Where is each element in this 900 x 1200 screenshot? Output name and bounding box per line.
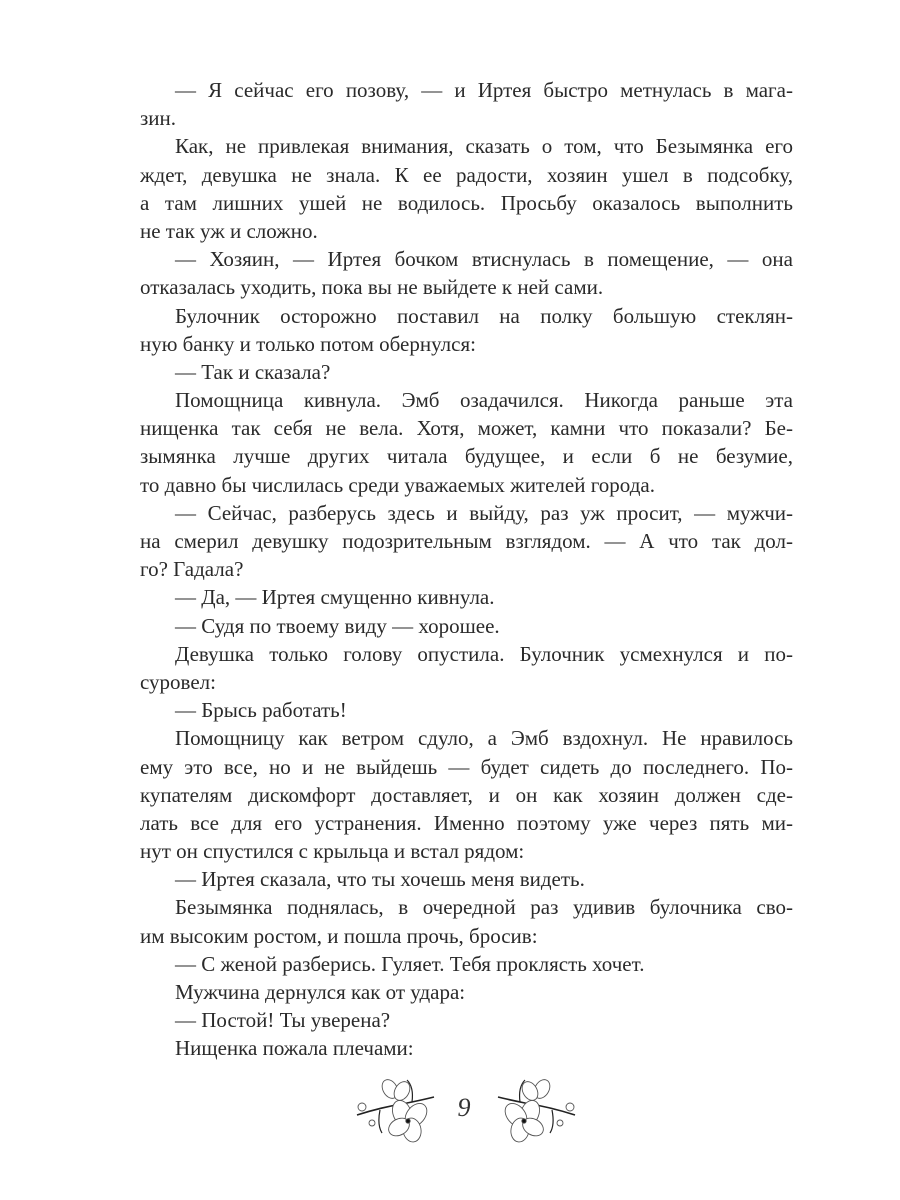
text-line: — Так и сказала? bbox=[175, 359, 331, 384]
blossom-branch-icon bbox=[352, 1075, 442, 1145]
blossom-branch-icon bbox=[490, 1075, 580, 1145]
text-line: — Судя по твоему виду — хорошее. bbox=[175, 613, 500, 638]
text-line: Девушка только голову опустила. Булочник усмехнулся и по- bbox=[175, 641, 793, 666]
text-line: на смерил девушку подозрительным взглядом. — А что так дол- bbox=[140, 529, 793, 553]
text-line: — Иртея сказала, что ты хочешь меня видеть. bbox=[175, 867, 585, 892]
text-line: им высоким ростом, и пошла прочь, бросив: bbox=[140, 923, 538, 948]
page-footer bbox=[0, 1075, 900, 1145]
text-line: зымянка лучше других читала будущее, и если б не безумие, bbox=[140, 444, 793, 469]
text-line: суровел: bbox=[140, 669, 216, 694]
text-line: Безымянка поднялась, в очередной раз удивив булочника сво- bbox=[175, 895, 793, 920]
text-line: — Брысь работать! bbox=[175, 698, 347, 723]
text-line: нищенка так себя не вела. Хотя, может, камни что показали? Бе- bbox=[140, 416, 793, 441]
text-line: не так уж и сложно. bbox=[140, 218, 318, 243]
text-line: — Хозяин, — Иртея бочком втиснулась в помещение, — она bbox=[175, 247, 793, 272]
text-line: а там лишних ушей не водилось. Просьбу оказалось выполнить bbox=[140, 190, 793, 215]
text-line: — С женой разберись. Гуляет. Тебя проклясть хочет. bbox=[175, 951, 645, 976]
text-line: Нищенка пожала плечами: bbox=[175, 1036, 414, 1061]
text-line: — Да, — Иртея смущенно кивнула. bbox=[175, 585, 495, 610]
text-line: Помощницу как ветром сдуло, а Эмб вздохнул. Не нравилось bbox=[175, 726, 793, 751]
text-line: зин. bbox=[140, 106, 177, 131]
text-line: Мужчина дернулся как от удара: bbox=[175, 980, 466, 1004]
text-line: Как, не привлекая внимания, сказать о том, что Безымянка его bbox=[175, 134, 793, 159]
text-line: го? Гадала? bbox=[140, 557, 244, 582]
text-line: — Постой! Ты уверена? bbox=[175, 1008, 391, 1033]
text-line: ную банку и только потом обернулся: bbox=[140, 331, 476, 356]
text-line: то давно бы числилась среди уважаемых жителей города. bbox=[140, 472, 655, 497]
text-line: — Сейчас, разберусь здесь и выйду, раз уж просит, — мужчи- bbox=[175, 500, 793, 525]
text-line: купателям дискомфорт доставляет, и он как хозяин должен сде- bbox=[140, 782, 793, 807]
text-line: ему это все, но и не выйдешь — будет сидеть до последнего. По- bbox=[140, 754, 793, 779]
text-line: нут он спустился с крыльца и встал рядом: bbox=[140, 839, 525, 864]
text-line: — Я сейчас его позову, — и Иртея быстро метнулась в мага- bbox=[175, 78, 793, 102]
page-body-text bbox=[140, 76, 793, 1063]
page-number: 9 bbox=[457, 1093, 471, 1122]
text-line: Помощница кивнула. Эмб озадачился. Никогда раньше эта bbox=[175, 388, 793, 413]
text-line: лать все для его устранения. Именно поэтому уже через пять ми- bbox=[140, 810, 793, 835]
text-line: отказалась уходить, пока вы не выйдете к ней сами. bbox=[140, 275, 604, 300]
text-line: Булочник осторожно поставил на полку большую стеклян- bbox=[175, 303, 793, 328]
text-line: ждет, девушка не знала. К ее радости, хозяин ушел в подсобку, bbox=[140, 162, 793, 187]
